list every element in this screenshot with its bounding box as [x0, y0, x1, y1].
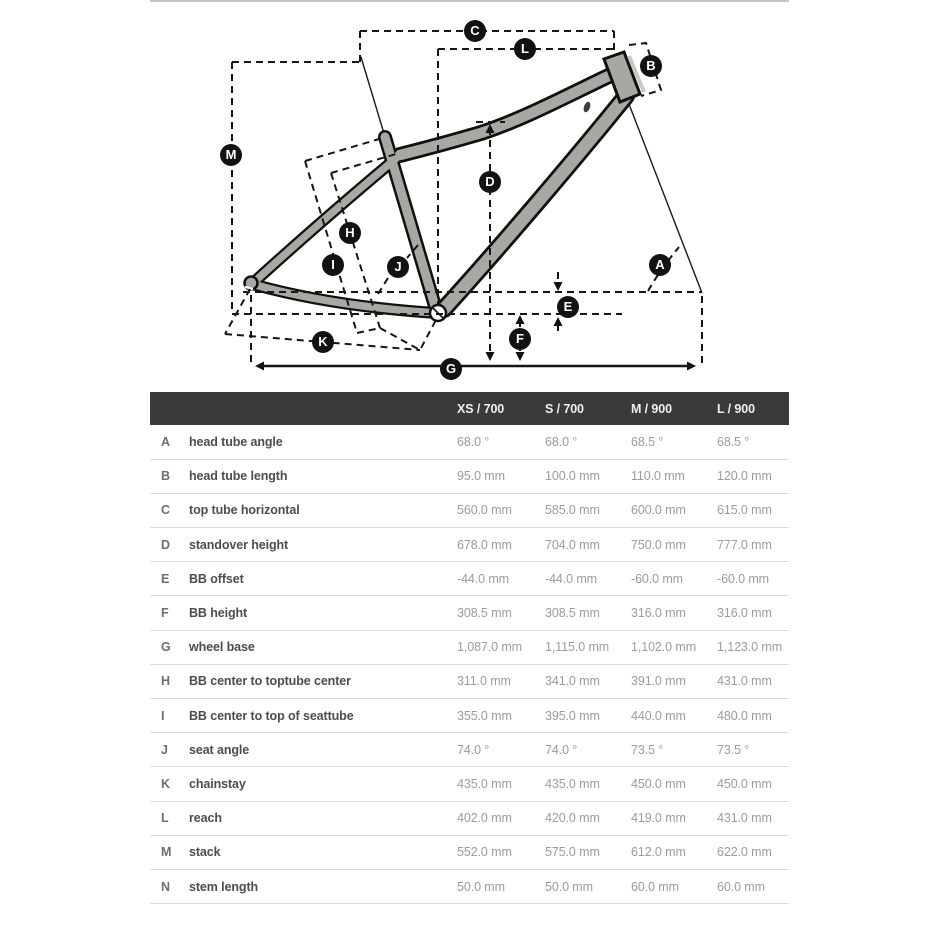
row-name: BB height — [189, 596, 452, 630]
row-value: 600.0 mm — [626, 493, 712, 527]
geometry-drawing — [150, 0, 789, 392]
table-row — [150, 664, 789, 698]
diagram-label-j: J — [387, 256, 409, 278]
diagram-label-f: F — [509, 328, 531, 350]
row-value: 575.0 mm — [540, 835, 626, 869]
row-value: 450.0 mm — [626, 767, 712, 801]
row-value: 552.0 mm — [452, 835, 540, 869]
row-name: BB offset — [189, 562, 452, 596]
row-value: -44.0 mm — [452, 562, 540, 596]
row-letter: D — [150, 528, 189, 562]
row-value: 100.0 mm — [540, 459, 626, 493]
row-value: 68.5 ° — [712, 425, 789, 459]
row-value: 1,115.0 mm — [540, 630, 626, 664]
diagram-label-d: D — [479, 171, 501, 193]
row-value: 1,123.0 mm — [712, 630, 789, 664]
row-name: stem length — [189, 869, 452, 903]
row-letter: E — [150, 562, 189, 596]
row-value: -60.0 mm — [626, 562, 712, 596]
table-row — [150, 835, 789, 869]
diagram-label-k: K — [312, 331, 334, 353]
row-value: 777.0 mm — [712, 528, 789, 562]
table-row — [150, 733, 789, 767]
row-value: 316.0 mm — [712, 596, 789, 630]
row-value: 68.0 ° — [540, 425, 626, 459]
row-value: 308.5 mm — [452, 596, 540, 630]
table-row — [150, 528, 789, 562]
row-value: 308.5 mm — [540, 596, 626, 630]
row-letter: G — [150, 630, 189, 664]
row-name: BB center to toptube center — [189, 664, 452, 698]
row-value: 622.0 mm — [712, 835, 789, 869]
table-row — [150, 801, 789, 835]
table-row — [150, 869, 789, 903]
diagram-label-g: G — [440, 358, 462, 380]
row-value: 391.0 mm — [626, 664, 712, 698]
row-name: stack — [189, 835, 452, 869]
toptube-bolt — [582, 101, 591, 113]
diagram-label-a: A — [649, 254, 671, 276]
row-value: 1,087.0 mm — [452, 630, 540, 664]
row-value: -60.0 mm — [712, 562, 789, 596]
row-letter: B — [150, 459, 189, 493]
row-name: wheel base — [189, 630, 452, 664]
row-value: 74.0 ° — [452, 733, 540, 767]
row-name: head tube length — [189, 459, 452, 493]
row-value: 120.0 mm — [712, 459, 789, 493]
row-letter: A — [150, 425, 189, 459]
header-size-l: L / 900 — [712, 392, 789, 425]
row-letter: J — [150, 733, 189, 767]
table-row — [150, 493, 789, 527]
diagram-label-b: B — [640, 55, 662, 77]
bike-frame — [245, 52, 645, 321]
table-header-row — [150, 392, 789, 425]
table-row — [150, 562, 789, 596]
row-value: 435.0 mm — [452, 767, 540, 801]
row-letter: M — [150, 835, 189, 869]
row-letter: K — [150, 767, 189, 801]
row-value: 419.0 mm — [626, 801, 712, 835]
diagram-label-m: M — [220, 144, 242, 166]
table-row — [150, 596, 789, 630]
row-name: reach — [189, 801, 452, 835]
row-value: 341.0 mm — [540, 664, 626, 698]
row-value: 560.0 mm — [452, 493, 540, 527]
head-tube — [604, 52, 640, 102]
row-name: top tube horizontal — [189, 493, 452, 527]
row-value: 420.0 mm — [540, 801, 626, 835]
diagram-label-i: I — [322, 254, 344, 276]
row-letter: H — [150, 664, 189, 698]
row-value: 431.0 mm — [712, 664, 789, 698]
row-value: 1,102.0 mm — [626, 630, 712, 664]
row-name: seat angle — [189, 733, 452, 767]
row-value: 678.0 mm — [452, 528, 540, 562]
diagram-label-e: E — [557, 296, 579, 318]
row-value: 435.0 mm — [540, 767, 626, 801]
row-value: 612.0 mm — [626, 835, 712, 869]
row-value: 73.5 ° — [712, 733, 789, 767]
row-value: 68.0 ° — [452, 425, 540, 459]
row-value: 110.0 mm — [626, 459, 712, 493]
row-value: 450.0 mm — [712, 767, 789, 801]
diagram-label-l: L — [514, 38, 536, 60]
header-size-xs: XS / 700 — [452, 392, 540, 425]
diagram-label-h: H — [339, 222, 361, 244]
row-value: 311.0 mm — [452, 664, 540, 698]
table-row — [150, 459, 789, 493]
row-letter: L — [150, 801, 189, 835]
row-value: 395.0 mm — [540, 699, 626, 733]
diagram-label-c: C — [464, 20, 486, 42]
row-value: 480.0 mm — [712, 699, 789, 733]
geometry-table — [150, 392, 789, 904]
row-letter: I — [150, 699, 189, 733]
row-name: standover height — [189, 528, 452, 562]
row-value: 440.0 mm — [626, 699, 712, 733]
row-value: 74.0 ° — [540, 733, 626, 767]
row-value: 750.0 mm — [626, 528, 712, 562]
row-name: BB center to top of seattube — [189, 699, 452, 733]
table-row — [150, 699, 789, 733]
header-size-m: M / 900 — [626, 392, 712, 425]
axis-lines — [361, 57, 702, 313]
row-value: 431.0 mm — [712, 801, 789, 835]
row-letter: N — [150, 869, 189, 903]
table-row — [150, 767, 789, 801]
row-value: -44.0 mm — [540, 562, 626, 596]
row-value: 73.5 ° — [626, 733, 712, 767]
row-value: 60.0 mm — [712, 869, 789, 903]
frame-geometry-diagram — [150, 0, 789, 392]
row-name: head tube angle — [189, 425, 452, 459]
row-value: 68.5 ° — [626, 425, 712, 459]
row-value: 95.0 mm — [452, 459, 540, 493]
row-value: 585.0 mm — [540, 493, 626, 527]
header-size-s: S / 700 — [540, 392, 626, 425]
table-row — [150, 630, 789, 664]
header-name-col — [189, 392, 452, 425]
row-name: chainstay — [189, 767, 452, 801]
row-value: 50.0 mm — [540, 869, 626, 903]
row-value: 50.0 mm — [452, 869, 540, 903]
row-value: 60.0 mm — [626, 869, 712, 903]
row-value: 316.0 mm — [626, 596, 712, 630]
row-letter: C — [150, 493, 189, 527]
header-letter-col — [150, 392, 189, 425]
row-letter: F — [150, 596, 189, 630]
table-row — [150, 425, 789, 459]
row-value: 355.0 mm — [452, 699, 540, 733]
content-column — [150, 0, 789, 904]
row-value: 704.0 mm — [540, 528, 626, 562]
row-value: 402.0 mm — [452, 801, 540, 835]
row-value: 615.0 mm — [712, 493, 789, 527]
